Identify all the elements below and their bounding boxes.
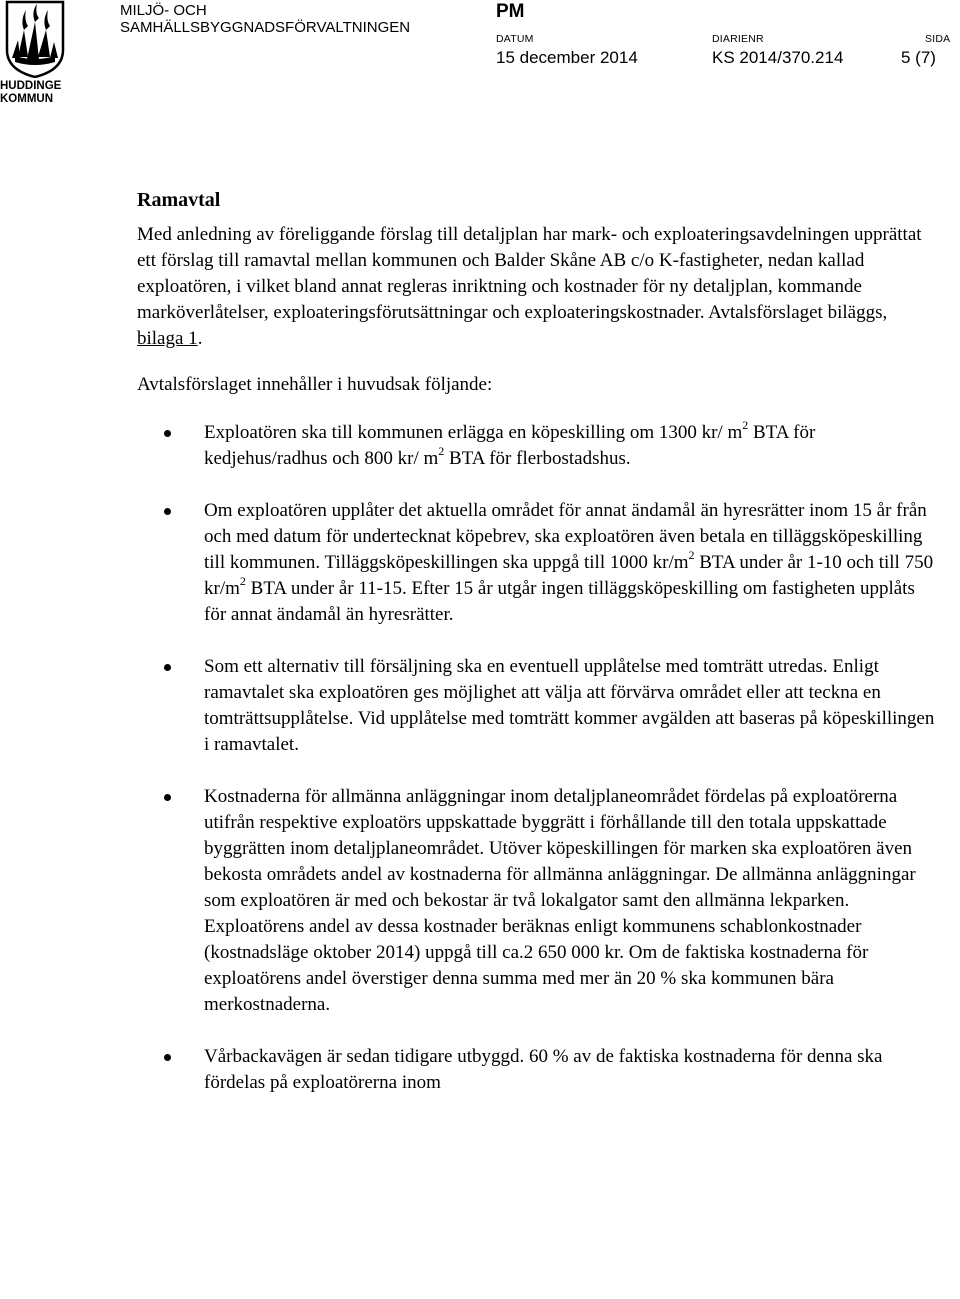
document-type: PM <box>496 1 525 22</box>
item3-text: Som ett alternativ till försäljning ska en eventuell upplåtelse med tomträtt utredas. Enligt ramavtalet ska exploatören ges möjlighet att välja att förvärva området eller att teckna en tomträttsupplåtelse. Vid upplåtelse med tomträtt kommer avgälden att baseras på köpeskillingen i ramavtalet. <box>204 656 935 755</box>
diarienr-value: KS 2014/370.214 <box>712 48 844 67</box>
bullet-icon <box>164 508 171 515</box>
list-item <box>137 784 937 1018</box>
list-item <box>137 498 937 628</box>
item1-text-c: BTA för flerbostadshus. <box>444 448 631 469</box>
intro-text: Med anledning av föreliggande förslag till detaljplan har mark- och exploateringsavdelningen upprättat ett förslag till ramavtal mellan kommunen och Balder Skåne AB c/o K-fastigheter, nedan kallad exploatören, i vilket bland annat regleras inriktning och kostnader för ny detaljplan, kommande marköverlåtelser, exploateringsförutsättningar och exploateringskostnader. Avtalsförslaget biläggs, <box>137 224 922 323</box>
item4-text: Kostnaderna för allmänna anläggningar inom detaljplaneområdet fördelas på exploatörerna utifrån respektive exploatörs uppskattade byggrätt i förhållande till den totala uppskattade byggrätten inom detaljplaneområdet. Utöver köpeskillingen för marken ska exploatören även bekosta områdets andel av kostnaderna för allmänna anläggningar. De allmänna anläggningar som exploatören är med och bekostar är två lokalgator samt den allmänna lekparken. Exploatörens andel av dessa kostnader beräknas enligt kommunens schablonkostnader (kostnadsläge oktober 2014) uppgå till ca.2 650 000 kr. Om de faktiska kostnaderna för exploatörens andel överstiger denna summa med mer än 20 % ska kommunen bära merkostnaderna. <box>204 786 916 1015</box>
date-value: 15 december 2014 <box>496 48 638 67</box>
intro-paragraph <box>137 222 937 352</box>
item1-sup1: 2 <box>742 417 749 432</box>
kommun-line2: KOMMUN <box>0 93 54 105</box>
municipality-logo <box>0 0 70 108</box>
item5-text: Vårbackavägen är sedan tidigare utbyggd. 60 % av de faktiska kostnaderna för denna ska fördelas på exploatörerna inom <box>204 1046 883 1093</box>
list-item <box>137 417 937 472</box>
item2-text-b: BTA under år 1-10 och till 750 kr/m <box>204 552 934 599</box>
item2-text-a: Om exploatören upplåter det aktuella området för annat ändamål än hyresrätter inom 15 år från och med datum för undertecknat köpebrev, ska exploatören även betala en tilläggsköpeskilling till kommunen. Tilläggsköpeskillingen ska uppgå till 1000 kr/m <box>204 500 927 573</box>
terms-list <box>137 417 937 1096</box>
intro-end: . <box>197 328 203 349</box>
bullet-icon <box>164 664 171 671</box>
item2-sup1: 2 <box>688 547 695 562</box>
org-line2: SAMHÄLLSBYGGNADSFÖRVALTNINGEN <box>120 19 411 36</box>
page-number: 5 (7) <box>901 48 936 67</box>
bullet-icon <box>164 794 171 801</box>
attachment-link[interactable]: bilaga 1 <box>137 328 198 349</box>
item1-text-a: Exploatören ska till kommunen erlägga en köpeskilling om 1300 kr/ m <box>204 422 743 443</box>
lead-paragraph: Avtalsförslaget innehåller i huvudsak följande: <box>137 374 493 395</box>
department-name <box>120 2 410 36</box>
item2-sup2: 2 <box>239 573 246 588</box>
kommun-line1: HUDDINGE <box>0 80 62 92</box>
diarienr-label: DIARIENR <box>712 33 764 45</box>
item1-sup2: 2 <box>438 443 445 458</box>
bullet-icon <box>164 1054 171 1061</box>
bullet-icon <box>164 430 171 437</box>
page-label: SIDA <box>925 33 951 45</box>
document-body <box>137 186 937 1122</box>
list-item <box>137 654 937 758</box>
org-line1: MILJÖ- OCH <box>120 2 207 19</box>
coat-of-arms-icon <box>4 0 66 78</box>
item2-text-c: BTA under år 11-15. Efter 15 år utgår ingen tilläggsköpeskilling om fastigheten upplåts för annat ändamål än hyresrätter. <box>204 578 915 625</box>
list-item <box>137 1044 937 1096</box>
date-label: DATUM <box>496 33 534 45</box>
section-title: Ramavtal <box>137 189 221 211</box>
item1-text-b: BTA för kedjehus/radhus och 800 kr/ m <box>204 422 816 469</box>
